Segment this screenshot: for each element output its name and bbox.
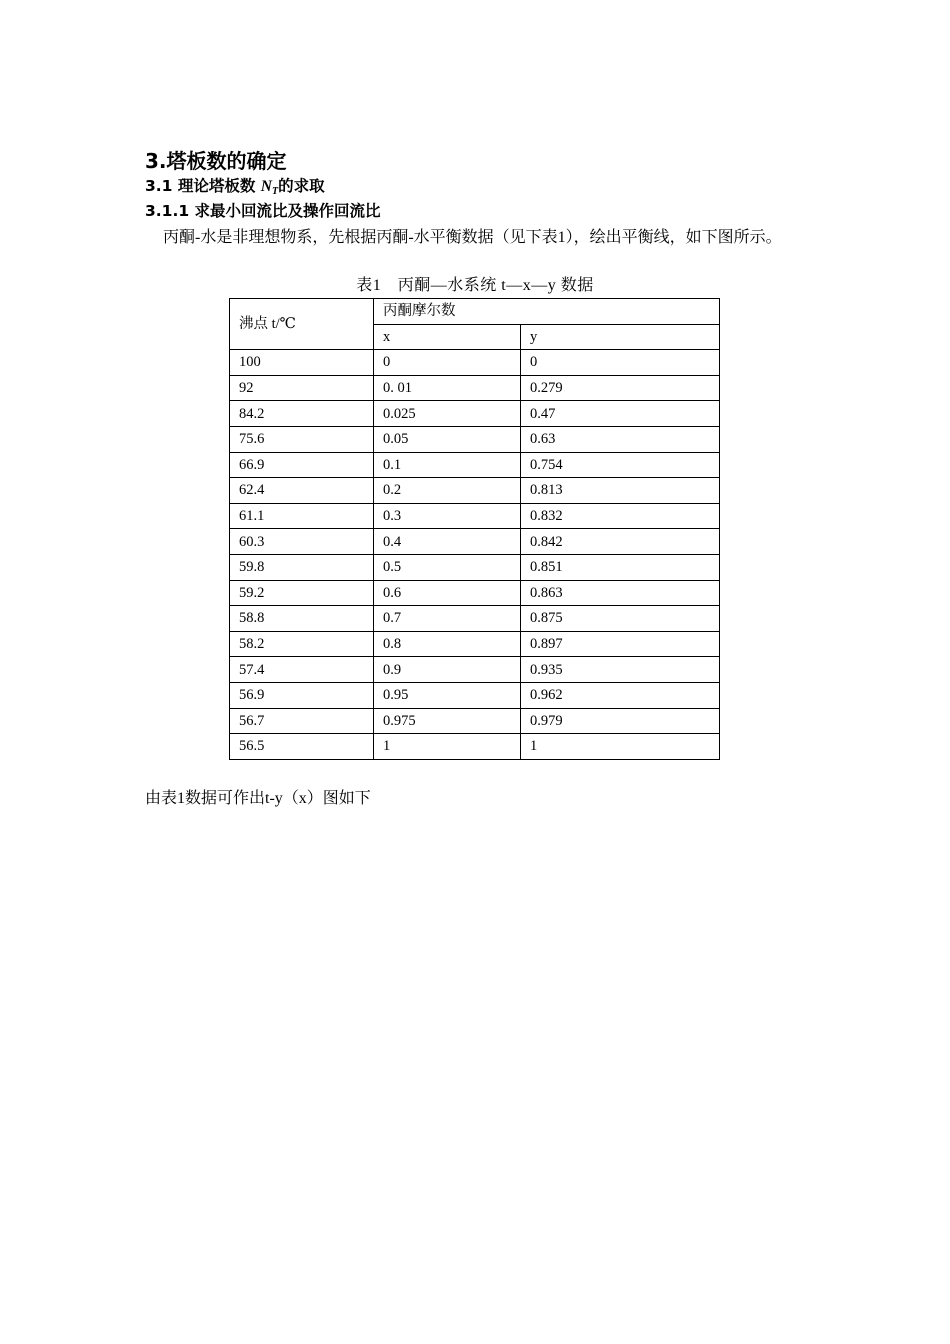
section-heading: 3.塔板数的确定 bbox=[145, 149, 287, 173]
cell-y: 0.279 bbox=[521, 375, 720, 401]
cell-x: 0.975 bbox=[374, 708, 521, 734]
cell-boiling-point: 56.9 bbox=[230, 682, 374, 708]
cell-y: 0.935 bbox=[521, 657, 720, 683]
cell-y: 0.962 bbox=[521, 682, 720, 708]
cell-y: 0.875 bbox=[521, 606, 720, 632]
cell-x: 0. 01 bbox=[374, 375, 521, 401]
cell-y: 0.863 bbox=[521, 580, 720, 606]
after-table-text: 由表1数据可作出t-y（x）图如下 bbox=[145, 790, 371, 807]
header-boiling-point: 沸点 t/℃ bbox=[230, 299, 374, 350]
cell-y: 0.47 bbox=[521, 401, 720, 427]
cell-x: 0.9 bbox=[374, 657, 521, 683]
cell-boiling-point: 58.8 bbox=[230, 606, 374, 632]
cell-boiling-point: 59.2 bbox=[230, 580, 374, 606]
cell-y: 0.979 bbox=[521, 708, 720, 734]
cell-x: 0.8 bbox=[374, 631, 521, 657]
equilibrium-data-table bbox=[229, 298, 720, 760]
header-y: y bbox=[521, 324, 720, 350]
table-row bbox=[230, 375, 720, 401]
table-row bbox=[230, 503, 720, 529]
cell-boiling-point: 62.4 bbox=[230, 478, 374, 504]
cell-boiling-point: 56.5 bbox=[230, 734, 374, 760]
cell-x: 0.025 bbox=[374, 401, 521, 427]
table-row bbox=[230, 350, 720, 376]
cell-x: 0.05 bbox=[374, 426, 521, 452]
table-row bbox=[230, 606, 720, 632]
cell-x: 1 bbox=[374, 734, 521, 760]
subsubsection-heading: 3.1.1 求最小回流比及操作回流比 bbox=[145, 202, 381, 220]
table-row bbox=[230, 708, 720, 734]
cell-boiling-point: 60.3 bbox=[230, 529, 374, 555]
table-row bbox=[230, 631, 720, 657]
table-row bbox=[230, 401, 720, 427]
cell-x: 0.4 bbox=[374, 529, 521, 555]
table-caption: 表1 丙酮—水系统 t—x—y 数据 bbox=[356, 277, 594, 294]
subsection-heading-suffix: 的求取 bbox=[278, 177, 325, 195]
cell-boiling-point: 57.4 bbox=[230, 657, 374, 683]
cell-y: 0.832 bbox=[521, 503, 720, 529]
cell-x: 0.7 bbox=[374, 606, 521, 632]
cell-boiling-point: 92 bbox=[230, 375, 374, 401]
cell-x: 0.95 bbox=[374, 682, 521, 708]
cell-boiling-point: 56.7 bbox=[230, 708, 374, 734]
table-row bbox=[230, 452, 720, 478]
cell-x: 0.6 bbox=[374, 580, 521, 606]
cell-x: 0.1 bbox=[374, 452, 521, 478]
table-row bbox=[230, 580, 720, 606]
cell-y: 0.813 bbox=[521, 478, 720, 504]
cell-y: 0.897 bbox=[521, 631, 720, 657]
cell-y: 1 bbox=[521, 734, 720, 760]
cell-x: 0.5 bbox=[374, 554, 521, 580]
table-header-row bbox=[230, 299, 720, 325]
cell-boiling-point: 66.9 bbox=[230, 452, 374, 478]
cell-y: 0.754 bbox=[521, 452, 720, 478]
cell-x: 0.2 bbox=[374, 478, 521, 504]
subsection-heading-symbol: $N_T$ bbox=[260, 178, 279, 197]
cell-boiling-point: 61.1 bbox=[230, 503, 374, 529]
cell-y: 0 bbox=[521, 350, 720, 376]
body-paragraph: 丙酮-水是非理想物系，先根据丙酮-水平衡数据（见下表1），绘出平衡线，如下图所示。 bbox=[163, 229, 782, 246]
cell-x: 0.3 bbox=[374, 503, 521, 529]
cell-boiling-point: 75.6 bbox=[230, 426, 374, 452]
table-row bbox=[230, 682, 720, 708]
table-row bbox=[230, 554, 720, 580]
cell-y: 0.63 bbox=[521, 426, 720, 452]
table-row bbox=[230, 529, 720, 555]
table-row bbox=[230, 734, 720, 760]
cell-y: 0.851 bbox=[521, 554, 720, 580]
cell-y: 0.842 bbox=[521, 529, 720, 555]
header-acetone-mole-fraction: 丙酮摩尔数 bbox=[374, 299, 720, 325]
cell-boiling-point: 84.2 bbox=[230, 401, 374, 427]
table-row bbox=[230, 657, 720, 683]
subsection-heading-prefix: 3.1 理论塔板数 bbox=[145, 177, 261, 195]
cell-boiling-point: 58.2 bbox=[230, 631, 374, 657]
subsection-heading bbox=[145, 175, 325, 203]
cell-x: 0 bbox=[374, 350, 521, 376]
table-row bbox=[230, 478, 720, 504]
header-x: x bbox=[374, 324, 521, 350]
cell-boiling-point: 59.8 bbox=[230, 554, 374, 580]
table-row bbox=[230, 426, 720, 452]
cell-boiling-point: 100 bbox=[230, 350, 374, 376]
